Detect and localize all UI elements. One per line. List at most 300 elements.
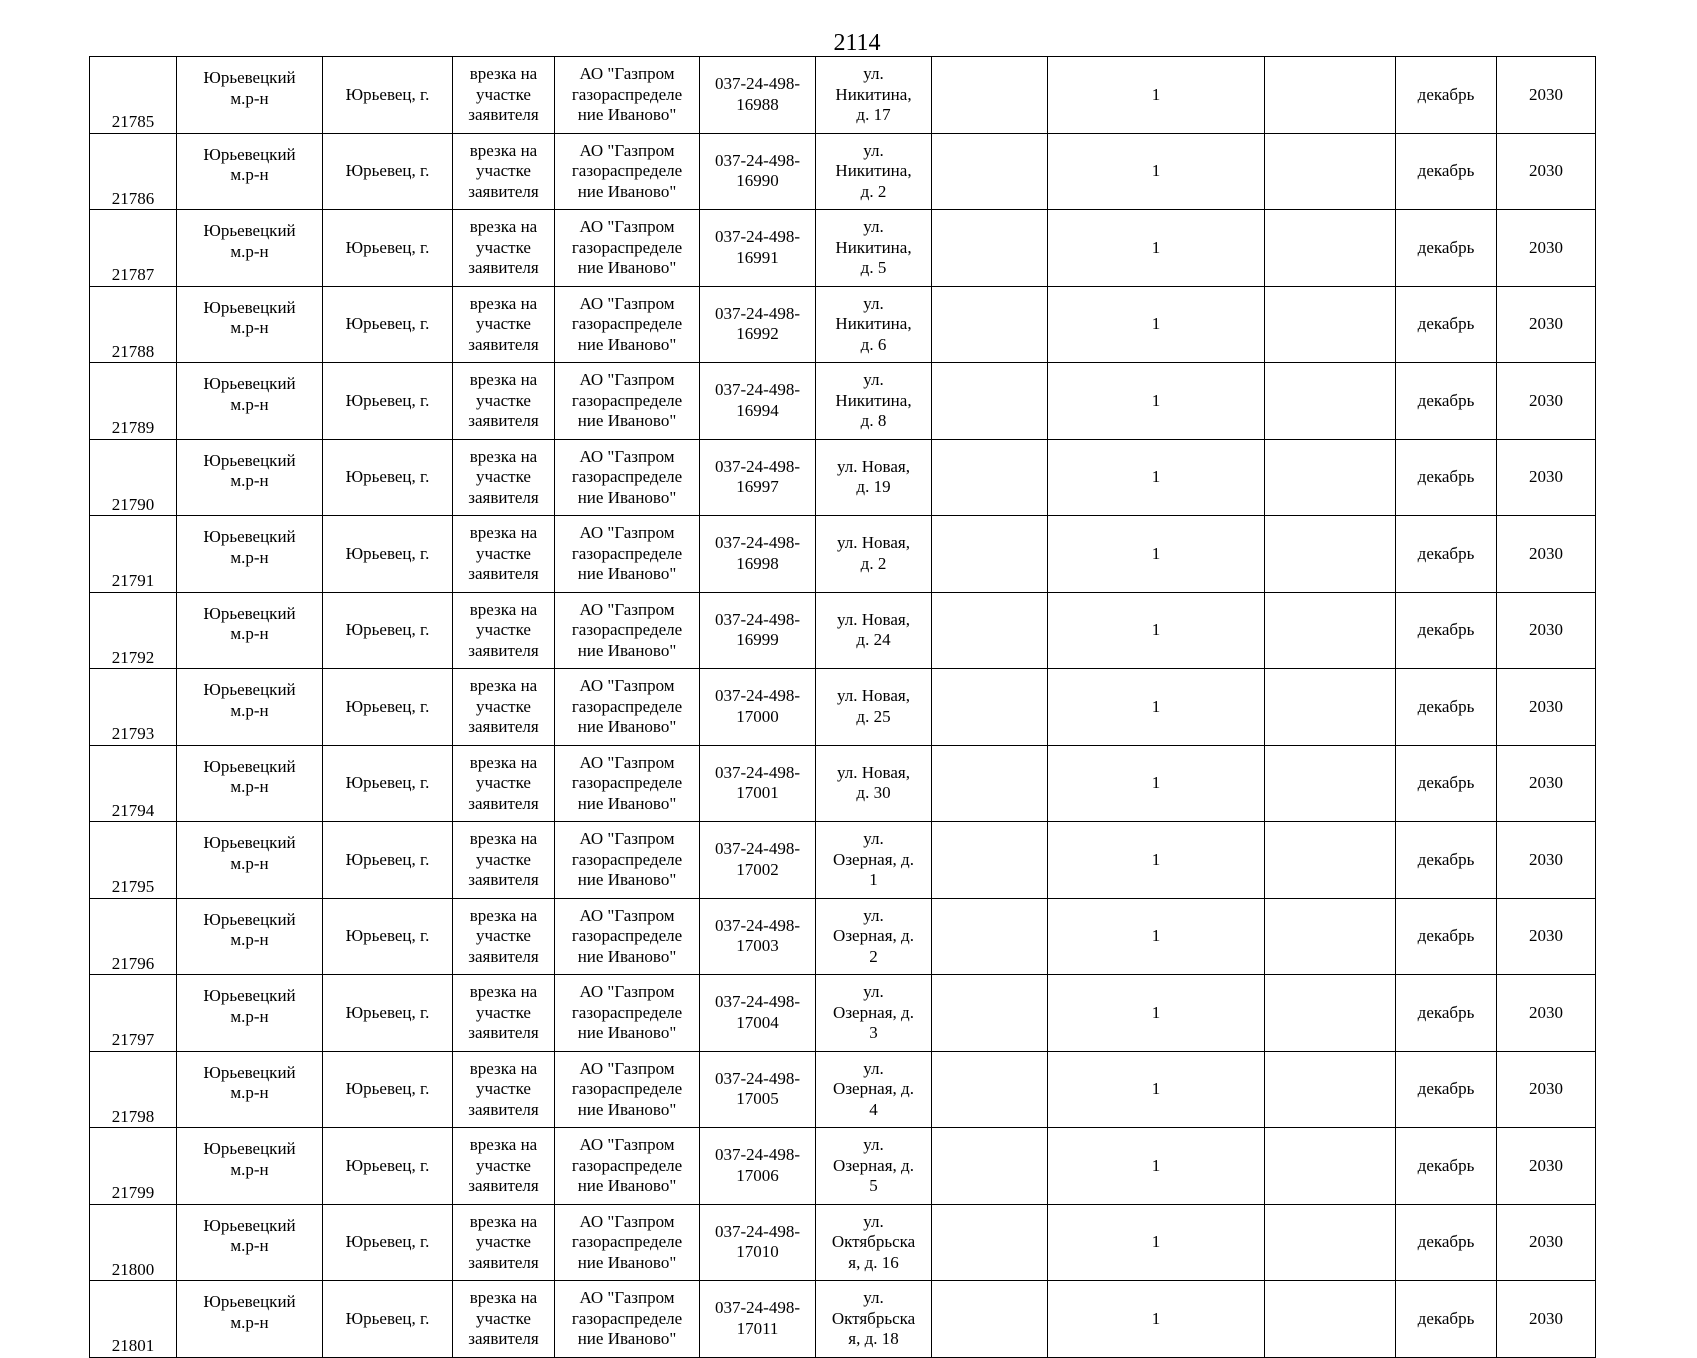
- blank-cell: [1265, 592, 1396, 669]
- address-cell-text: ул. Октябрьска я, д. 16: [831, 1211, 916, 1272]
- work-type-cell-text: врезка на участке заявителя: [468, 523, 539, 583]
- locality-cell: [323, 57, 453, 134]
- row-number-cell: [90, 286, 177, 363]
- row-number-cell: [90, 439, 177, 516]
- object-code-cell-text: 037-24-498- 16999: [715, 609, 800, 650]
- object-code-cell-text: 037-24-498- 17000: [715, 686, 800, 726]
- table-row: [90, 898, 1596, 975]
- address-cell: [816, 1204, 932, 1281]
- registry-table: [89, 56, 1596, 1358]
- row-number-cell-text: 21795: [111, 877, 155, 896]
- organization-cell-text: АО "Газпром газораспределе ние Иваново": [571, 217, 683, 277]
- quantity-cell: [1048, 1204, 1265, 1281]
- blank-cell: [932, 286, 1048, 363]
- object-code-cell-text: 037-24-498- 16990: [715, 150, 800, 191]
- blank-cell: [1265, 1204, 1396, 1281]
- object-code-cell-text: 037-24-498- 16997: [715, 456, 800, 497]
- month-cell: [1396, 745, 1497, 822]
- quantity-cell: [1048, 745, 1265, 822]
- quantity-cell: [1048, 975, 1265, 1052]
- table-row: [90, 822, 1596, 899]
- locality-cell-text: Юрьевец, г.: [345, 1079, 430, 1098]
- organization-cell: [555, 745, 700, 822]
- work-type-cell-text: врезка на участке заявителя: [468, 1288, 539, 1348]
- organization-cell-text: АО "Газпром газораспределе ние Иваново": [571, 982, 683, 1042]
- address-cell: [816, 745, 932, 822]
- blank-cell: [932, 1281, 1048, 1358]
- address-cell-text: ул. Октябрьска я, д. 18: [831, 1288, 916, 1348]
- district-cell: [177, 975, 323, 1052]
- organization-cell-text: АО "Газпром газораспределе ние Иваново": [571, 293, 683, 354]
- table-row: [90, 133, 1596, 210]
- row-number-cell-text: 21794: [111, 800, 155, 820]
- row-number-cell: [90, 592, 177, 669]
- month-cell-text: декабрь: [1417, 314, 1475, 333]
- object-code-cell: [700, 822, 816, 899]
- quantity-cell-text: 1: [1151, 314, 1161, 333]
- month-cell: [1396, 133, 1497, 210]
- district-cell-text: Юрьевецкий м.р-н: [203, 527, 296, 567]
- district-cell: [177, 439, 323, 516]
- organization-cell: [555, 592, 700, 669]
- blank-cell: [932, 898, 1048, 975]
- address-cell-text: ул. Озерная, д. 1: [833, 829, 914, 889]
- month-cell-text: декабрь: [1417, 543, 1475, 563]
- quantity-cell-text: 1: [1151, 390, 1161, 410]
- locality-cell: [323, 1128, 453, 1205]
- locality-cell: [323, 822, 453, 899]
- row-number-cell-text: 21791: [111, 571, 155, 590]
- blank-cell: [1265, 286, 1396, 363]
- year-cell-text: 2030: [1529, 543, 1563, 563]
- blank-cell: [1265, 745, 1396, 822]
- district-cell-text: Юрьевецкий м.р-н: [203, 1062, 296, 1103]
- work-type-cell-text: врезка на участке заявителя: [468, 676, 539, 736]
- district-cell-text: Юрьевецкий м.р-н: [203, 986, 296, 1026]
- blank-cell: [1265, 898, 1396, 975]
- table-row: [90, 1281, 1596, 1358]
- organization-cell: [555, 363, 700, 440]
- blank-cell: [1265, 210, 1396, 287]
- work-type-cell: [453, 975, 555, 1052]
- object-code-cell-text: 037-24-498- 17005: [715, 1068, 800, 1109]
- quantity-cell-text: 1: [1151, 84, 1161, 104]
- organization-cell-text: АО "Газпром газораспределе ние Иваново": [571, 752, 683, 813]
- organization-cell-text: АО "Газпром газораспределе ние Иваново": [571, 140, 683, 201]
- row-number-cell-text: 21790: [111, 494, 155, 514]
- quantity-cell-text: 1: [1151, 161, 1161, 180]
- blank-cell: [932, 669, 1048, 746]
- year-cell-text: 2030: [1529, 1232, 1563, 1251]
- locality-cell-text: Юрьевец, г.: [345, 926, 430, 945]
- address-cell-text: ул. Никитина, д. 6: [835, 293, 912, 354]
- month-cell: [1396, 592, 1497, 669]
- district-cell: [177, 745, 323, 822]
- year-cell: [1497, 898, 1596, 975]
- work-type-cell: [453, 286, 555, 363]
- work-type-cell: [453, 592, 555, 669]
- district-cell: [177, 210, 323, 287]
- row-number-cell: [90, 57, 177, 134]
- locality-cell: [323, 210, 453, 287]
- row-number-cell-text: 21787: [111, 265, 155, 284]
- quantity-cell-text: 1: [1151, 1308, 1161, 1328]
- address-cell-text: ул. Новая, д. 2: [837, 533, 910, 573]
- quantity-cell: [1048, 898, 1265, 975]
- month-cell: [1396, 1281, 1497, 1358]
- locality-cell: [323, 286, 453, 363]
- blank-cell: [932, 592, 1048, 669]
- month-cell: [1396, 1128, 1497, 1205]
- work-type-cell: [453, 745, 555, 822]
- address-cell-text: ул. Новая, д. 19: [837, 456, 910, 497]
- address-cell-text: ул. Озерная, д. 5: [833, 1135, 914, 1195]
- quantity-cell: [1048, 669, 1265, 746]
- district-cell: [177, 1281, 323, 1358]
- quantity-cell: [1048, 439, 1265, 516]
- locality-cell: [323, 592, 453, 669]
- quantity-cell: [1048, 57, 1265, 134]
- work-type-cell-text: врезка на участке заявителя: [468, 1058, 539, 1119]
- blank-cell: [1265, 1281, 1396, 1358]
- month-cell-text: декабрь: [1417, 237, 1475, 257]
- year-cell-text: 2030: [1529, 1308, 1563, 1328]
- locality-cell-text: Юрьевец, г.: [345, 543, 430, 563]
- locality-cell-text: Юрьевец, г.: [345, 237, 430, 257]
- object-code-cell: [700, 57, 816, 134]
- month-cell: [1396, 363, 1497, 440]
- row-number-cell: [90, 669, 177, 746]
- address-cell-text: ул. Озерная, д. 4: [833, 1058, 914, 1119]
- row-number-cell: [90, 1051, 177, 1128]
- year-cell: [1497, 1204, 1596, 1281]
- district-cell-text: Юрьевецкий м.р-н: [203, 144, 296, 185]
- quantity-cell: [1048, 286, 1265, 363]
- district-cell: [177, 1204, 323, 1281]
- object-code-cell: [700, 1128, 816, 1205]
- district-cell: [177, 516, 323, 593]
- object-code-cell-text: 037-24-498- 17001: [715, 762, 800, 803]
- object-code-cell: [700, 898, 816, 975]
- locality-cell-text: Юрьевец, г.: [345, 467, 430, 486]
- work-type-cell-text: врезка на участке заявителя: [468, 829, 539, 889]
- locality-cell: [323, 1281, 453, 1358]
- address-cell: [816, 439, 932, 516]
- object-code-cell-text: 037-24-498- 16991: [715, 227, 800, 267]
- row-number-cell-text: 21797: [111, 1030, 155, 1049]
- organization-cell: [555, 1051, 700, 1128]
- address-cell-text: ул. Озерная, д. 2: [833, 905, 914, 966]
- month-cell: [1396, 975, 1497, 1052]
- year-cell: [1497, 439, 1596, 516]
- year-cell: [1497, 975, 1596, 1052]
- quantity-cell: [1048, 133, 1265, 210]
- blank-cell: [1265, 516, 1396, 593]
- district-cell-text: Юрьевецкий м.р-н: [203, 221, 296, 261]
- row-number-cell-text: 21793: [111, 724, 155, 743]
- blank-cell: [932, 1051, 1048, 1128]
- table-row: [90, 745, 1596, 822]
- address-cell-text: ул. Новая, д. 30: [837, 762, 910, 803]
- district-cell: [177, 1051, 323, 1128]
- work-type-cell: [453, 439, 555, 516]
- work-type-cell-text: врезка на участке заявителя: [468, 293, 539, 354]
- year-cell: [1497, 286, 1596, 363]
- address-cell-text: ул. Никитина, д. 8: [835, 370, 912, 430]
- year-cell: [1497, 133, 1596, 210]
- quantity-cell-text: 1: [1151, 543, 1161, 563]
- blank-cell: [1265, 57, 1396, 134]
- work-type-cell: [453, 822, 555, 899]
- quantity-cell-text: 1: [1151, 467, 1161, 486]
- row-number-cell-text: 21800: [111, 1259, 155, 1279]
- locality-cell: [323, 745, 453, 822]
- locality-cell-text: Юрьевец, г.: [345, 620, 430, 639]
- locality-cell-text: Юрьевец, г.: [345, 84, 430, 104]
- locality-cell-text: Юрьевец, г.: [345, 314, 430, 333]
- object-code-cell-text: 037-24-498- 17002: [715, 839, 800, 879]
- district-cell-text: Юрьевецкий м.р-н: [203, 680, 296, 720]
- quantity-cell: [1048, 210, 1265, 287]
- address-cell: [816, 975, 932, 1052]
- year-cell: [1497, 1128, 1596, 1205]
- address-cell: [816, 898, 932, 975]
- organization-cell: [555, 1128, 700, 1205]
- year-cell-text: 2030: [1529, 237, 1563, 257]
- organization-cell-text: АО "Газпром газораспределе ние Иваново": [571, 1058, 683, 1119]
- address-cell: [816, 516, 932, 593]
- row-number-cell: [90, 745, 177, 822]
- address-cell: [816, 133, 932, 210]
- district-cell: [177, 286, 323, 363]
- address-cell: [816, 286, 932, 363]
- month-cell-text: декабрь: [1417, 926, 1475, 945]
- month-cell: [1396, 57, 1497, 134]
- work-type-cell: [453, 1204, 555, 1281]
- organization-cell-text: АО "Газпром газораспределе ние Иваново": [571, 1211, 683, 1272]
- quantity-cell-text: 1: [1151, 1155, 1161, 1175]
- object-code-cell-text: 037-24-498- 16992: [715, 303, 800, 344]
- object-code-cell-text: 037-24-498- 17010: [715, 1221, 800, 1262]
- blank-cell: [932, 1128, 1048, 1205]
- district-cell: [177, 592, 323, 669]
- work-type-cell-text: врезка на участке заявителя: [468, 370, 539, 430]
- district-cell-text: Юрьевецкий м.р-н: [203, 68, 296, 108]
- object-code-cell: [700, 1281, 816, 1358]
- district-cell-text: Юрьевецкий м.р-н: [203, 374, 296, 414]
- object-code-cell: [700, 975, 816, 1052]
- district-cell-text: Юрьевецкий м.р-н: [203, 603, 296, 644]
- work-type-cell: [453, 1281, 555, 1358]
- year-cell-text: 2030: [1529, 1155, 1563, 1175]
- quantity-cell-text: 1: [1151, 926, 1161, 945]
- work-type-cell: [453, 516, 555, 593]
- object-code-cell: [700, 745, 816, 822]
- quantity-cell: [1048, 1281, 1265, 1358]
- quantity-cell-text: 1: [1151, 1002, 1161, 1022]
- locality-cell-text: Юрьевец, г.: [345, 161, 430, 180]
- organization-cell-text: АО "Газпром газораспределе ние Иваново": [571, 599, 683, 660]
- work-type-cell-text: врезка на участке заявителя: [468, 64, 539, 124]
- object-code-cell-text: 037-24-498- 16988: [715, 74, 800, 114]
- organization-cell: [555, 133, 700, 210]
- blank-cell: [932, 439, 1048, 516]
- month-cell: [1396, 669, 1497, 746]
- row-number-cell-text: 21801: [111, 1336, 155, 1355]
- quantity-cell: [1048, 822, 1265, 899]
- work-type-cell: [453, 1051, 555, 1128]
- work-type-cell-text: врезка на участке заявителя: [468, 1211, 539, 1272]
- locality-cell: [323, 133, 453, 210]
- address-cell: [816, 363, 932, 440]
- work-type-cell-text: врезка на участке заявителя: [468, 1135, 539, 1195]
- locality-cell: [323, 439, 453, 516]
- row-number-cell-text: 21792: [111, 647, 155, 667]
- object-code-cell: [700, 210, 816, 287]
- month-cell: [1396, 210, 1497, 287]
- row-number-cell: [90, 1281, 177, 1358]
- organization-cell-text: АО "Газпром газораспределе ние Иваново": [571, 446, 683, 507]
- address-cell-text: ул. Никитина, д. 2: [835, 140, 912, 201]
- organization-cell-text: АО "Газпром газораспределе ние Иваново": [571, 1288, 683, 1348]
- quantity-cell-text: 1: [1151, 773, 1161, 792]
- year-cell: [1497, 516, 1596, 593]
- object-code-cell: [700, 439, 816, 516]
- year-cell: [1497, 822, 1596, 899]
- district-cell-text: Юрьевецкий м.р-н: [203, 297, 296, 338]
- work-type-cell-text: врезка на участке заявителя: [468, 140, 539, 201]
- year-cell-text: 2030: [1529, 926, 1563, 945]
- blank-cell: [1265, 1128, 1396, 1205]
- table-row: [90, 286, 1596, 363]
- table-row: [90, 1204, 1596, 1281]
- table-row: [90, 57, 1596, 134]
- blank-cell: [1265, 975, 1396, 1052]
- year-cell: [1497, 210, 1596, 287]
- month-cell: [1396, 1051, 1497, 1128]
- month-cell: [1396, 898, 1497, 975]
- address-cell-text: ул. Озерная, д. 3: [833, 982, 914, 1042]
- organization-cell: [555, 286, 700, 363]
- month-cell-text: декабрь: [1417, 696, 1475, 716]
- organization-cell: [555, 822, 700, 899]
- month-cell-text: декабрь: [1417, 849, 1475, 869]
- row-number-cell: [90, 133, 177, 210]
- year-cell: [1497, 1051, 1596, 1128]
- address-cell-text: ул. Никитина, д. 17: [835, 64, 912, 124]
- year-cell-text: 2030: [1529, 620, 1563, 639]
- locality-cell-text: Юрьевец, г.: [345, 1232, 430, 1251]
- address-cell: [816, 669, 932, 746]
- organization-cell-text: АО "Газпром газораспределе ние Иваново": [571, 905, 683, 966]
- district-cell-text: Юрьевецкий м.р-н: [203, 756, 296, 797]
- address-cell: [816, 57, 932, 134]
- address-cell: [816, 592, 932, 669]
- work-type-cell: [453, 57, 555, 134]
- work-type-cell: [453, 133, 555, 210]
- year-cell: [1497, 745, 1596, 822]
- organization-cell: [555, 1281, 700, 1358]
- organization-cell-text: АО "Газпром газораспределе ние Иваново": [571, 676, 683, 736]
- year-cell-text: 2030: [1529, 1079, 1563, 1098]
- work-type-cell: [453, 898, 555, 975]
- table-row: [90, 669, 1596, 746]
- table-row: [90, 516, 1596, 593]
- locality-cell-text: Юрьевец, г.: [345, 1308, 430, 1328]
- organization-cell-text: АО "Газпром газораспределе ние Иваново": [571, 829, 683, 889]
- locality-cell: [323, 975, 453, 1052]
- object-code-cell: [700, 592, 816, 669]
- month-cell-text: декабрь: [1417, 390, 1475, 410]
- district-cell-text: Юрьевецкий м.р-н: [203, 909, 296, 950]
- month-cell-text: декабрь: [1417, 467, 1475, 486]
- page-number: 2114: [833, 30, 881, 56]
- month-cell: [1396, 439, 1497, 516]
- address-cell: [816, 1128, 932, 1205]
- month-cell: [1396, 1204, 1497, 1281]
- row-number-cell-text: 21798: [111, 1106, 155, 1126]
- year-cell-text: 2030: [1529, 696, 1563, 716]
- district-cell-text: Юрьевецкий м.р-н: [203, 1139, 296, 1179]
- quantity-cell: [1048, 1051, 1265, 1128]
- locality-cell: [323, 363, 453, 440]
- blank-cell: [932, 210, 1048, 287]
- year-cell: [1497, 363, 1596, 440]
- district-cell-text: Юрьевецкий м.р-н: [203, 1215, 296, 1256]
- blank-cell: [932, 745, 1048, 822]
- address-cell: [816, 1051, 932, 1128]
- organization-cell: [555, 898, 700, 975]
- object-code-cell-text: 037-24-498- 17003: [715, 915, 800, 956]
- row-number-cell: [90, 363, 177, 440]
- locality-cell-text: Юрьевец, г.: [345, 390, 430, 410]
- object-code-cell-text: 037-24-498- 17011: [715, 1298, 800, 1338]
- organization-cell-text: АО "Газпром газораспределе ние Иваново": [571, 523, 683, 583]
- work-type-cell: [453, 210, 555, 287]
- year-cell: [1497, 592, 1596, 669]
- month-cell-text: декабрь: [1417, 1079, 1475, 1098]
- work-type-cell: [453, 363, 555, 440]
- table-row: [90, 1128, 1596, 1205]
- object-code-cell: [700, 133, 816, 210]
- year-cell-text: 2030: [1529, 314, 1563, 333]
- district-cell: [177, 898, 323, 975]
- locality-cell-text: Юрьевец, г.: [345, 773, 430, 792]
- organization-cell-text: АО "Газпром газораспределе ние Иваново": [571, 64, 683, 124]
- object-code-cell: [700, 1051, 816, 1128]
- district-cell-text: Юрьевецкий м.р-н: [203, 833, 296, 873]
- work-type-cell-text: врезка на участке заявителя: [468, 752, 539, 813]
- blank-cell: [932, 57, 1048, 134]
- district-cell: [177, 133, 323, 210]
- blank-cell: [932, 1204, 1048, 1281]
- organization-cell: [555, 516, 700, 593]
- district-cell: [177, 822, 323, 899]
- blank-cell: [1265, 669, 1396, 746]
- locality-cell: [323, 898, 453, 975]
- organization-cell: [555, 439, 700, 516]
- object-code-cell: [700, 516, 816, 593]
- row-number-cell: [90, 975, 177, 1052]
- year-cell-text: 2030: [1529, 84, 1563, 104]
- quantity-cell-text: 1: [1151, 696, 1161, 716]
- table-row: [90, 975, 1596, 1052]
- object-code-cell: [700, 669, 816, 746]
- blank-cell: [932, 133, 1048, 210]
- blank-cell: [932, 822, 1048, 899]
- row-number-cell-text: 21789: [111, 418, 155, 437]
- row-number-cell: [90, 210, 177, 287]
